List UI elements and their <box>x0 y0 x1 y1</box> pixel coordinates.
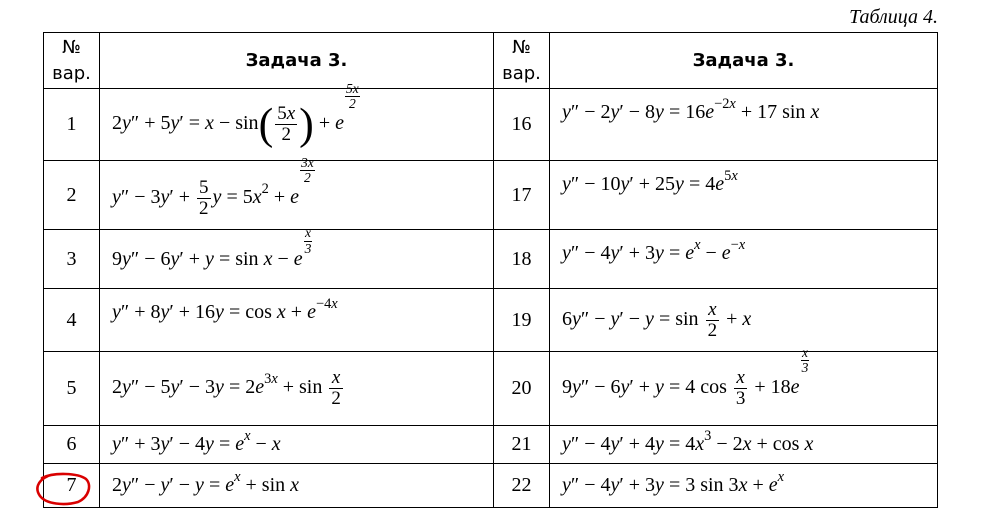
table-header-row <box>44 33 938 89</box>
task-header: Задача 3. <box>550 33 938 89</box>
variant-number: 4 <box>44 289 100 352</box>
variant-number: 19 <box>494 289 550 352</box>
equation: $y'' - 2y' - 8y = 16e^{-2x} + 17$ sin x <box>550 89 938 161</box>
task-header: Задача 3. <box>100 33 494 89</box>
table-row <box>44 161 938 230</box>
equation: $y'' + 3y' - 4y = e^x - x$ <box>100 426 494 464</box>
variant-number: 6 <box>44 426 100 464</box>
equation: y″ − 4y′ + 3y = 3 $\sin 3x + e^x$ <box>550 464 938 508</box>
table-row <box>44 230 938 289</box>
equation: $y'' - 4y' + 4y = 4x^3 - 2x + \cos x$ <box>550 426 938 464</box>
equation: $2y'' - y' - y = e^x + \sin x$ <box>100 464 494 508</box>
variant-number: 20 <box>494 352 550 426</box>
variant-number: 16 <box>494 89 550 161</box>
variant-number: 17 <box>494 161 550 230</box>
variant-number: 18 <box>494 230 550 289</box>
equation: 2y″ + 5y′ = x − sin( $\frac{5x}{2}$ ) + e $\frac{5x}{2}$ <box>100 89 494 161</box>
variant-number: 2 <box>44 161 100 230</box>
equation: $y'' + 8y' + 16y = \cos x + e^{-4x}$ <box>100 289 494 352</box>
equation: $y'' - 4y' + 3y = e^x - e^{-x}$ <box>550 230 938 289</box>
variant-number: 5 <box>44 352 100 426</box>
variant-number: 21 <box>494 426 550 464</box>
equation: $2y'' - 5y' - 3y = 2e^{3x} + \sin$ $\frac{x}{2}$ <box>100 352 494 426</box>
variant-number: 1 <box>44 89 100 161</box>
variant-number-header: № вар. <box>494 33 550 89</box>
variant-number: 3 <box>44 230 100 289</box>
equation: 6y″ − y′ − y = sin $\frac{x}{2}$ + x <box>550 289 938 352</box>
table-row <box>44 89 938 161</box>
table-row <box>44 352 938 426</box>
table-row <box>44 464 938 508</box>
table-row <box>44 426 938 464</box>
table-caption: Таблица 4. <box>849 6 938 28</box>
equation: $y'' - 10y' + 25y = 4e^{5x}$ <box>550 161 938 230</box>
variant-number: 22 <box>494 464 550 508</box>
equation: 9y″ − 6y′ + y = 4 cos $\frac{x}{3}$ + 18e $\frac{x}{3}$ <box>550 352 938 426</box>
variant-number-header: № вар. <box>44 33 100 89</box>
table-row <box>44 289 938 352</box>
equation: y″ − 3y′ + $\frac{5}{2}$ $y = 5x^2 + e$ $\frac{3x}{2}$ <box>100 161 494 230</box>
variant-number: 7 <box>44 464 100 508</box>
variants-table <box>43 32 938 508</box>
equation: 9y″ − 6y′ + y = sin x − e $\frac{x}{3}$ <box>100 230 494 289</box>
